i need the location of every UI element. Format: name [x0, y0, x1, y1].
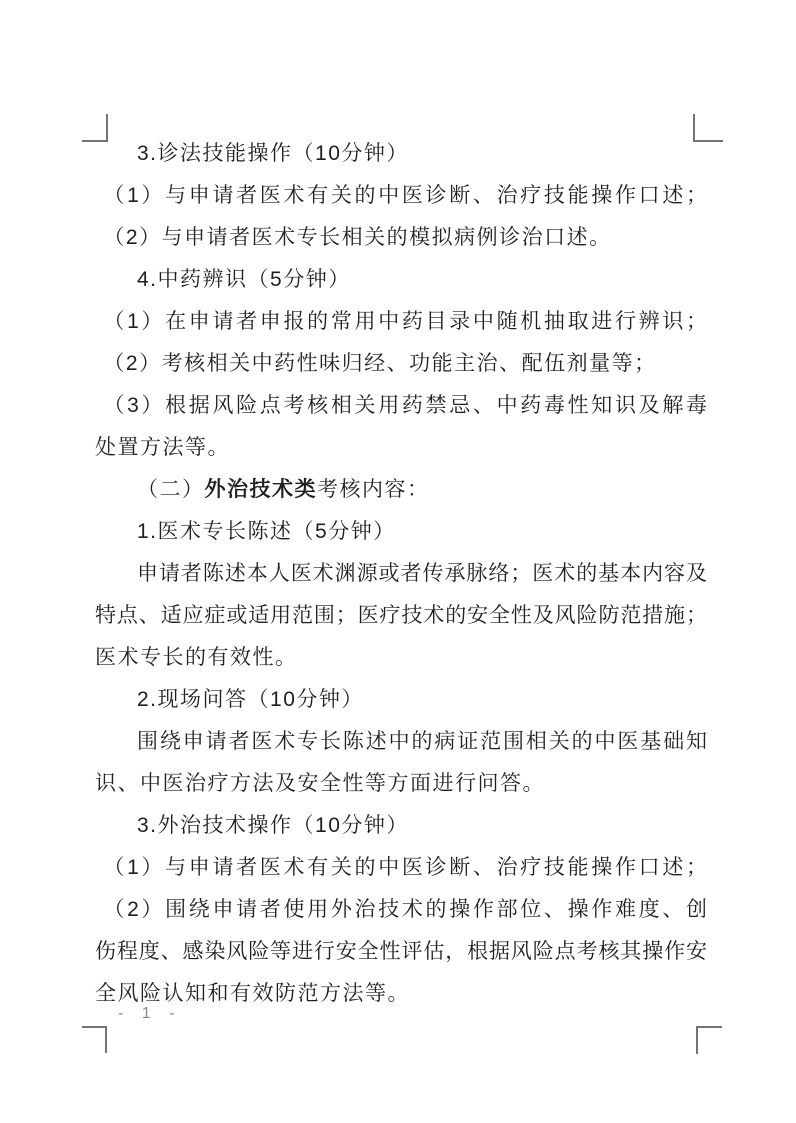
corner-mark-bottom-left-icon — [82, 1026, 107, 1053]
numbered-heading: 2.现场问答（10分钟） — [137, 688, 364, 711]
numbered-heading: 4.中药辨识（5分钟） — [137, 268, 351, 291]
continuation-line: 识、中医治疗方法及安全性等方面进行问答。 — [95, 772, 545, 795]
section-heading-suffix: 考核内容： — [317, 478, 430, 501]
continuation-line: 伤程度、感染风险等进行安全性评估，根据风险点考核其操作安 — [95, 940, 707, 963]
numbered-item-line: （1）在申请者申报的常用中药目录中随机抽取进行辨识； — [103, 310, 707, 333]
numbered-item-line: （1）与申请者医术有关的中医诊断、治疗技能操作口述； — [103, 184, 707, 207]
corner-mark-bottom-right-icon — [696, 1026, 722, 1054]
paragraph-line: 围绕申请者医术专长陈述中的病证范围相关的中医基础知 — [137, 730, 707, 753]
numbered-heading: 3.诊法技能操作（10分钟） — [137, 142, 409, 165]
continuation-line: 医术专长的有效性。 — [95, 646, 298, 669]
page-number: - 1 - — [118, 1005, 182, 1022]
numbered-heading: 3.外治技术操作（10分钟） — [137, 814, 409, 837]
continuation-line: 处置方法等。 — [95, 436, 230, 459]
section-heading-bold: 外治技术类 — [204, 478, 317, 501]
numbered-heading: 1.医术专长陈述（5分钟） — [137, 520, 396, 543]
document-body-text — [95, 133, 707, 1015]
paragraph-line: 申请者陈述本人医术渊源或者传承脉络；医术的基本内容及 — [137, 562, 707, 585]
numbered-item-line: （1）与申请者医术有关的中医诊断、治疗技能操作口述； — [103, 856, 707, 879]
numbered-item-line: （3）根据风险点考核相关用药禁忌、中药毒性知识及解毒 — [103, 394, 707, 417]
continuation-line: 特点、适应症或适用范围；医疗技术的安全性及风险防范措施； — [95, 604, 707, 627]
continuation-line: 全风险认知和有效防范方法等。 — [95, 982, 410, 1005]
numbered-item-line: （2）考核相关中药性味归经、功能主治、配伍剂量等； — [103, 352, 657, 375]
section-heading — [95, 469, 707, 511]
numbered-item-line: （2）与申请者医术专长相关的模拟病例诊治口述。 — [103, 226, 612, 249]
section-heading-prefix: （二） — [137, 478, 205, 501]
numbered-item-line: （2）围绕申请者使用外治技术的操作部位、操作难度、创 — [103, 898, 707, 921]
